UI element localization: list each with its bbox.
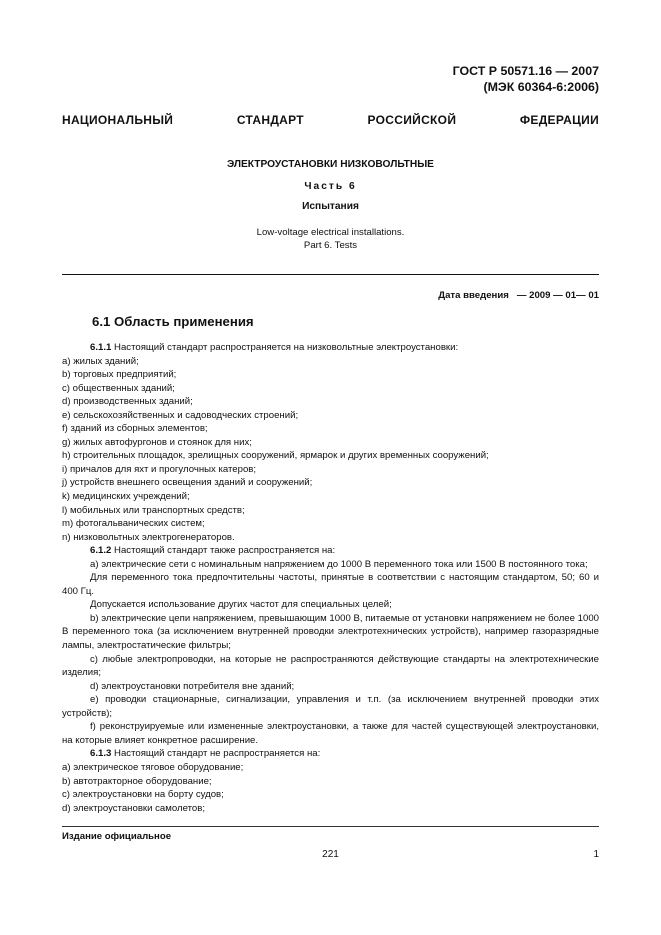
- document-subtitle: Испытания: [302, 201, 359, 212]
- standard-code: ГОСТ Р 50571.16 — 2007: [452, 64, 599, 78]
- list-item: l) мобильных или транспортных средств;: [62, 504, 245, 516]
- section-heading: 6.1 Область применения: [92, 314, 254, 329]
- list-item: j) устройств внешнего освещения зданий и сооружений;: [62, 477, 313, 489]
- list-item: k) медицинских учреждений;: [62, 491, 190, 503]
- clause-6-1-3-intro: 6.1.3 Настоящий стандарт не распространяется на:: [90, 748, 321, 760]
- list-item: d) производственных зданий;: [62, 396, 193, 408]
- list-item: e) сельскохозяйственных и садоводческих строений;: [62, 409, 299, 421]
- clause-6-1-1-intro: 6.1.1 Настоящий стандарт распространяется на низковольтные электроустановки:: [90, 342, 459, 353]
- paragraph: e) проводки стационарные, сигнализации, управления и т.п. (за исключением внутренней проводки этих устройств);: [62, 694, 599, 719]
- paragraph: f) реконструируемые или измененные электроустановки, а также для частей существующей электроустановки, на которые влияет конкретное расширение.: [62, 721, 599, 746]
- introduction-date: [299, 290, 599, 301]
- list-item: b) автотракторное оборудование;: [62, 775, 212, 787]
- iec-code: (МЭК 60364-6:2006): [483, 80, 599, 94]
- list-item: a) жилых зданий;: [62, 355, 139, 367]
- clause-6-1-2-intro: 6.1.2 Настоящий стандарт также распространяется на:: [90, 545, 336, 557]
- list-item: c) электроустановки на борту судов;: [62, 789, 224, 801]
- list-item: h) строительных площадок, зрелищных сооружений, ярмарок и других временных сооружений;: [62, 450, 489, 462]
- english-title: [0, 227, 661, 252]
- paragraph: d) электроустановки потребителя вне зданий;: [90, 680, 295, 692]
- standard-header: [239, 63, 599, 95]
- paragraph: а) электрические сети с номинальным напряжением до 1000 В переменного тока или 1500 В постоянного тока;: [90, 558, 588, 570]
- date-label: Дата введения: [438, 290, 509, 301]
- list-item: a) электрическое тяговое оборудование;: [62, 761, 244, 773]
- national-standard-banner: НАЦИОНАЛЬНЫЙ СТАНДАРТ РОССИЙСКОЙ ФЕДЕРАЦИИ: [62, 113, 599, 127]
- clause-number: 6.1.2: [90, 545, 112, 557]
- title-divider: [62, 274, 599, 275]
- page-number-right: 1: [593, 849, 599, 860]
- paragraph: Для переменного тока предпочтительны частоты, принятые в соответствии с настоящим стандартом, 50; 60 и 400 Гц.: [62, 572, 599, 597]
- footer-divider: [62, 826, 599, 827]
- english-title-line2: Part 6. Tests: [303, 239, 358, 251]
- list-item: f) зданий из сборных элементов;: [62, 423, 208, 435]
- list-item: g) жилых автофургонов и стоянок для них;: [62, 436, 252, 448]
- list-item: m) фотогальванических систем;: [62, 518, 205, 530]
- page-number-center: 221: [322, 849, 339, 860]
- english-title-line1: Low-voltage electrical installations.: [256, 227, 405, 238]
- clause-number: 6.1.1: [90, 342, 112, 353]
- list-item: i) причалов для яхт и прогулочных катеров;: [62, 463, 257, 475]
- clause-number: 6.1.3: [90, 748, 112, 760]
- paragraph: b) электрические цепи напряжением, превышающим 1000 В, питаемые от установки напряжением не более 1000 В переменного тока (за исключением внутренней проводки электротехнических устройств), например газоразрядные лампы, электростатические фильтры;: [62, 612, 599, 652]
- list-item: n) низковольтных электрогенераторов.: [62, 531, 235, 543]
- document-part: Часть 6: [304, 181, 357, 192]
- list-item: c) общественных зданий;: [62, 382, 175, 394]
- paragraph: c) любые электропроводки, на которые не распространяются действующие стандарты на электротехнические изделия;: [62, 653, 599, 679]
- document-body: [62, 341, 599, 815]
- document-title: ЭЛЕКТРОУСТАНОВКИ НИЗКОВОЛЬТНЫЕ: [227, 159, 434, 170]
- list-item: b) торговых предприятий;: [62, 369, 177, 381]
- edition-label: Издание официальное: [62, 831, 172, 842]
- date-value: — 2009 — 01— 01: [516, 290, 599, 301]
- paragraph: Допускается использование других частот для специальных целей;: [90, 599, 392, 611]
- list-item: d) электроустановки самолетов;: [62, 802, 205, 814]
